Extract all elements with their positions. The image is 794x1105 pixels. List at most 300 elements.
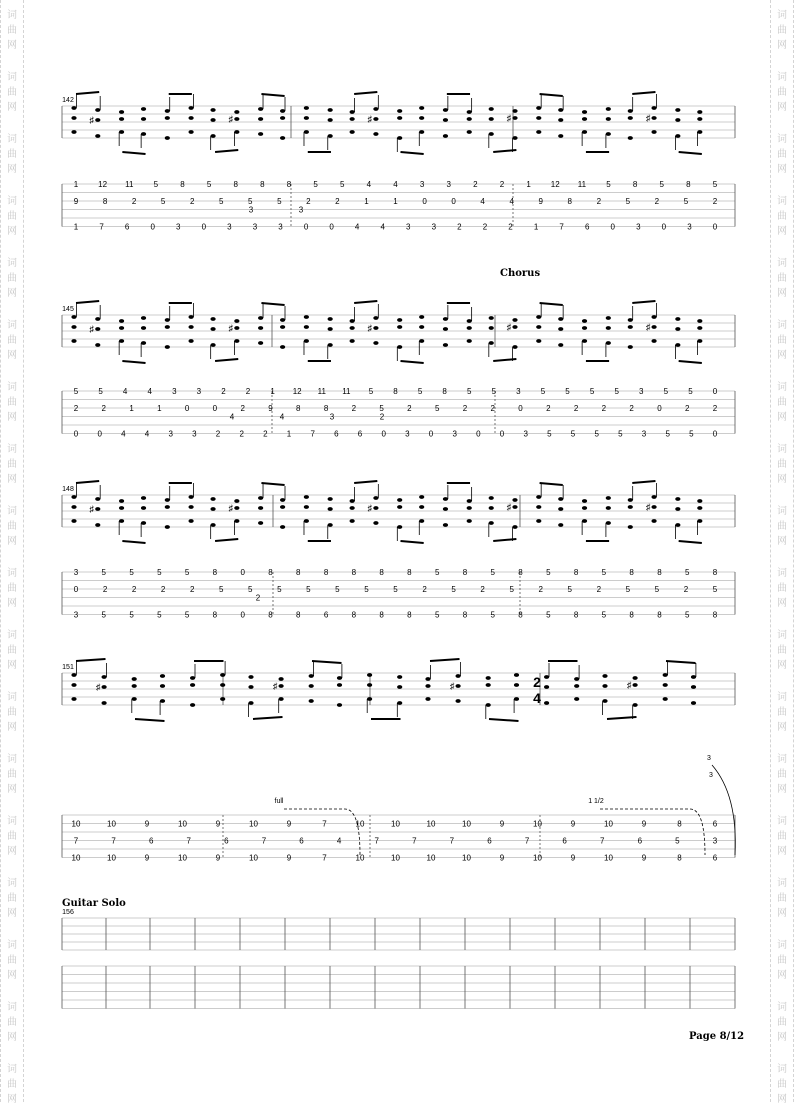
tab-fret-number: 8 — [286, 180, 292, 189]
watermark-char: 词 — [777, 816, 787, 827]
notehead — [328, 317, 333, 321]
tab-fret-number: 5 — [712, 585, 718, 594]
notehead — [258, 506, 263, 510]
tab-fret-number: 8 — [379, 568, 384, 577]
measure-number: 145 — [62, 306, 74, 313]
notehead — [304, 505, 309, 509]
notehead — [165, 498, 170, 502]
beam — [540, 483, 563, 485]
tab-fret-number: 10 — [533, 853, 542, 863]
notehead — [489, 316, 494, 320]
tab-fret-number: 1 — [73, 180, 79, 189]
notehead — [210, 497, 215, 501]
beam — [76, 92, 99, 94]
watermark-char: 网 — [7, 536, 17, 547]
notehead — [234, 130, 239, 134]
tab-fret-number: 5 — [688, 387, 693, 396]
tab-fret-number: 3 — [73, 568, 79, 577]
tab-fret-number: 4 — [380, 222, 385, 232]
notehead — [350, 499, 355, 503]
watermark-char: 网 — [7, 1032, 17, 1043]
tab-fret-number: 10 — [604, 853, 613, 863]
notehead — [467, 506, 472, 510]
notehead — [165, 505, 170, 509]
notehead — [582, 519, 587, 523]
watermark-char: 词 — [7, 568, 17, 579]
tab-fret-number: 5 — [379, 404, 384, 413]
tab-fret-number: 2 — [596, 197, 602, 206]
tab-fret-number: 5 — [625, 585, 631, 594]
tab-fret-number: 9 — [286, 853, 292, 863]
watermark-char: 网 — [777, 970, 787, 981]
notehead — [119, 326, 124, 330]
bend-label-full: full — [274, 798, 284, 805]
tab-fret-number: 3 — [431, 222, 437, 232]
notehead — [141, 117, 146, 121]
tab-fret-number: 5 — [689, 429, 694, 439]
watermark-char: 词 — [7, 10, 17, 21]
notehead — [582, 319, 587, 323]
notehead — [165, 109, 170, 113]
tab-fret-number: 8 — [296, 568, 301, 577]
notehead — [574, 697, 579, 701]
tab-fret-number: 10 — [462, 853, 471, 863]
tab-fret-number: 5 — [184, 568, 190, 577]
beam — [430, 659, 460, 661]
tab-fret-number: 5 — [601, 568, 607, 577]
notehead — [119, 339, 124, 343]
notehead — [628, 498, 633, 502]
notehead — [663, 673, 668, 677]
tab-fret-number: 5 — [368, 387, 374, 396]
tab-fret-number: 5 — [570, 429, 576, 439]
tab-fret-number: 10 — [71, 853, 81, 863]
beam — [122, 152, 145, 154]
measure-number: 156 — [62, 909, 74, 916]
tab-fret-number: 4 — [366, 180, 372, 189]
notehead — [633, 676, 638, 680]
notehead — [350, 130, 355, 134]
tab-fret-number: 5 — [219, 585, 224, 594]
system-1 — [62, 92, 735, 232]
notehead — [536, 339, 541, 343]
watermark-char: 曲 — [7, 149, 17, 160]
notehead — [258, 521, 263, 525]
watermark-char: 网 — [777, 474, 787, 485]
watermark-char: 曲 — [7, 1079, 17, 1090]
tab-fret-number: 2 — [508, 222, 513, 232]
watermark-char: 曲 — [777, 1017, 787, 1028]
notehead — [71, 116, 76, 120]
tab-fret-number: 7 — [524, 836, 530, 846]
notehead — [486, 703, 491, 707]
watermark-char: 词 — [777, 940, 787, 951]
sharp-sign: ♯ — [506, 113, 512, 123]
watermark-char: 网 — [777, 350, 787, 361]
tab-fret-number: 10 — [604, 819, 613, 829]
tab-fret-number: 8 — [233, 180, 238, 189]
notehead — [350, 319, 355, 323]
notehead — [651, 130, 656, 134]
section-label-chorus: Chorus — [500, 268, 541, 279]
page-number: Page 8/12 — [689, 1031, 745, 1042]
notehead — [210, 317, 215, 321]
watermark-char: 网 — [777, 226, 787, 237]
sharp-sign: ♯ — [367, 503, 373, 513]
notehead — [443, 134, 448, 138]
tab-fret-number: 6 — [334, 429, 339, 439]
tab-fret-number: 0 — [712, 429, 718, 439]
notehead — [467, 519, 472, 523]
tab-fret-number: 3 — [168, 429, 173, 439]
notehead — [279, 684, 284, 688]
tab-fret-number: 2 — [240, 404, 245, 413]
tab-fret-number: 2 — [654, 197, 660, 206]
notehead — [514, 697, 519, 701]
notehead — [456, 684, 461, 688]
notehead — [558, 118, 563, 122]
notehead — [102, 675, 107, 679]
tab-fret-number: 5 — [417, 387, 423, 396]
notehead — [373, 117, 378, 121]
notehead — [397, 701, 402, 705]
tab-fret-number: 5 — [73, 387, 79, 396]
notehead — [419, 315, 424, 319]
watermark-char: 词 — [7, 382, 17, 393]
notehead — [606, 107, 611, 111]
notehead — [337, 683, 342, 687]
tab-fret-number: 11 — [577, 180, 587, 189]
beam — [679, 152, 702, 154]
notehead — [425, 684, 430, 688]
notehead — [188, 495, 193, 499]
notehead — [279, 697, 284, 701]
sharp-sign: ♯ — [89, 324, 95, 334]
watermark-char: 曲 — [777, 87, 787, 98]
notehead — [71, 325, 76, 329]
notehead — [280, 325, 285, 329]
notehead — [489, 521, 494, 525]
notehead — [675, 343, 680, 347]
notehead — [328, 118, 333, 122]
watermark-char: 词 — [777, 630, 787, 641]
system-4 — [62, 659, 735, 863]
tab-fret-number: 4 — [509, 197, 514, 206]
notehead — [651, 519, 656, 523]
notehead — [651, 495, 656, 499]
notehead — [443, 507, 448, 511]
watermark-char: 网 — [777, 288, 787, 299]
beam — [401, 541, 424, 543]
notehead — [628, 318, 633, 322]
notehead — [190, 703, 195, 707]
notehead — [373, 341, 378, 345]
tab-fret-number: 1 — [286, 429, 292, 439]
notehead — [443, 108, 448, 112]
notehead — [165, 136, 170, 140]
watermark-char: 词 — [7, 196, 17, 207]
tab-fret-number: 8 — [296, 404, 301, 413]
tab-fret-number: 0 — [476, 429, 481, 439]
tab-fret-number: 6 — [712, 819, 718, 829]
tab-fret-number: 2 — [712, 197, 718, 206]
notehead — [574, 677, 579, 681]
watermark-char: 曲 — [7, 273, 17, 284]
watermark-char: 词 — [7, 816, 17, 827]
notehead — [514, 683, 519, 687]
tab-fret-number: 8 — [632, 180, 638, 189]
tab-fret-number: 8 — [351, 568, 357, 577]
notehead — [467, 130, 472, 134]
notehead — [373, 107, 378, 111]
notehead — [234, 110, 239, 114]
tab-fret-number: 2 — [255, 593, 261, 603]
notehead — [190, 676, 195, 680]
notehead — [443, 327, 448, 331]
tab-fret-number: 12 — [98, 180, 108, 189]
watermark-char: 词 — [777, 506, 787, 517]
notehead — [536, 495, 541, 499]
watermark-char: 曲 — [7, 397, 17, 408]
notehead — [419, 505, 424, 509]
notehead — [397, 136, 402, 140]
watermark-char: 词 — [7, 630, 17, 641]
tab-fret-number: 1 — [73, 222, 79, 232]
notehead — [633, 703, 638, 707]
notehead — [512, 116, 517, 120]
notehead — [132, 677, 137, 681]
notehead — [165, 318, 170, 322]
tab-fret-number: 9 — [268, 404, 273, 413]
notehead — [258, 326, 263, 330]
notehead — [489, 326, 494, 330]
notehead — [309, 684, 314, 688]
notehead — [119, 110, 124, 114]
notehead — [486, 683, 491, 687]
tab-fret-number: 5 — [540, 387, 546, 396]
beam — [215, 359, 238, 361]
watermark-char: 词 — [7, 134, 17, 145]
notehead — [675, 134, 680, 138]
tab-fret-number: 5 — [451, 585, 456, 594]
notehead — [514, 673, 519, 677]
watermark-char: 网 — [7, 164, 17, 175]
notehead — [367, 683, 372, 687]
sharp-sign: ♯ — [367, 323, 373, 333]
sharp-sign: ♯ — [367, 114, 373, 124]
notehead — [675, 317, 680, 321]
notehead — [373, 132, 378, 136]
tab-fret-number: 5 — [684, 610, 690, 620]
notehead — [663, 683, 668, 687]
watermark-char: 网 — [7, 846, 17, 857]
watermark-char: 曲 — [7, 893, 17, 904]
system-5 — [62, 909, 735, 1009]
watermark-char: 曲 — [7, 583, 17, 594]
tab-fret-number: 3 — [641, 429, 647, 439]
beam — [354, 92, 377, 94]
notehead — [697, 499, 702, 503]
bend-label-3b: 3 — [709, 772, 713, 779]
notehead — [697, 506, 702, 510]
tab-fret-number: 10 — [355, 853, 365, 863]
watermark-char: 网 — [7, 598, 17, 609]
beam — [261, 94, 284, 96]
notehead — [220, 683, 225, 687]
tab-fret-number: 3 — [73, 610, 79, 620]
notehead — [536, 106, 541, 110]
watermark-char: 网 — [777, 660, 787, 671]
tab-fret-number: 2 — [629, 404, 634, 413]
notehead — [456, 699, 461, 703]
notehead — [467, 339, 472, 343]
tab-fret-number: 5 — [594, 429, 599, 439]
tab-fret-number: 0 — [428, 429, 434, 439]
tab-fret-number: 2 — [596, 585, 602, 594]
tab-fret-number: 8 — [379, 610, 384, 620]
notehead — [675, 507, 680, 511]
tab-fret-number: 7 — [559, 222, 564, 232]
sharp-sign: ♯ — [645, 502, 651, 512]
notehead — [234, 326, 239, 330]
notehead — [397, 685, 402, 689]
tab-fret-number: 5 — [625, 197, 631, 206]
time-signature-bottom: 4 — [533, 690, 541, 706]
notehead — [675, 108, 680, 112]
notehead — [544, 685, 549, 689]
notehead — [574, 684, 579, 688]
tab-fret-number: 9 — [538, 197, 543, 206]
watermark-char: 网 — [777, 784, 787, 795]
notehead — [328, 507, 333, 511]
tab-fret-number: 5 — [393, 585, 398, 594]
notehead — [119, 499, 124, 503]
tab-fret-number: 0 — [661, 222, 667, 232]
watermark-char: 曲 — [777, 707, 787, 718]
notehead — [188, 519, 193, 523]
notehead — [467, 110, 472, 114]
notehead — [628, 325, 633, 329]
notehead — [467, 499, 472, 503]
tab-fret-number: 2 — [538, 585, 543, 594]
tab-fret-number: 10 — [426, 853, 436, 863]
notehead — [651, 505, 656, 509]
notehead — [95, 343, 100, 347]
tab-fret-number: 6 — [148, 836, 154, 846]
tab-fret-number: 7 — [412, 836, 417, 846]
tab-fret-number: 2 — [573, 404, 579, 413]
notehead — [280, 116, 285, 120]
notehead — [512, 109, 517, 113]
beam — [215, 150, 238, 152]
tab-fret-number: 8 — [260, 180, 265, 189]
notehead — [512, 136, 517, 140]
watermark-char: 曲 — [777, 893, 787, 904]
measure-number: 151 — [62, 664, 74, 671]
notehead — [328, 343, 333, 347]
tab-fret-number: 0 — [184, 404, 190, 413]
tab-fret-number: 6 — [584, 222, 590, 232]
beam — [215, 539, 238, 541]
watermark-char: 网 — [777, 40, 787, 51]
tab-fret-number: 3 — [405, 429, 410, 439]
notehead — [558, 343, 563, 347]
notehead — [697, 519, 702, 523]
notehead — [141, 341, 146, 345]
notehead — [582, 339, 587, 343]
notehead — [651, 315, 656, 319]
notehead — [606, 521, 611, 525]
notehead — [280, 109, 285, 113]
tab-fret-number: 10 — [426, 819, 436, 829]
tab-fret-number: 0 — [712, 387, 718, 396]
notehead — [71, 697, 76, 701]
notehead — [95, 134, 100, 138]
watermark-char: 词 — [777, 320, 787, 331]
tab-fret-number: 8 — [677, 819, 682, 829]
notehead — [309, 699, 314, 703]
tab-fret-number: 0 — [451, 197, 456, 206]
notehead — [258, 316, 263, 320]
tab-fret-number: 2 — [160, 585, 166, 594]
watermark-char: 网 — [777, 164, 787, 175]
tab-fret-number: 5 — [206, 180, 212, 189]
tab-fret-number: 0 — [73, 585, 79, 594]
tab-fret-number: 8 — [296, 610, 301, 620]
notehead — [165, 345, 170, 349]
notehead — [628, 116, 633, 120]
tab-fret-number: 6 — [637, 836, 643, 846]
notehead — [651, 325, 656, 329]
tab-fret-number: 5 — [434, 568, 440, 577]
tab-fret-number: 3 — [227, 222, 232, 232]
notehead — [486, 676, 491, 680]
watermark-char: 网 — [7, 474, 17, 485]
watermark-char: 曲 — [7, 707, 17, 718]
beam — [261, 483, 284, 485]
tab-fret-number: 3 — [639, 387, 644, 396]
watermark-char: 词 — [7, 444, 17, 455]
tab-fret-number: 2 — [480, 585, 485, 594]
notehead — [350, 506, 355, 510]
tab-fret-number: 0 — [712, 222, 718, 232]
tab-fret-number: 5 — [490, 568, 495, 577]
notehead — [419, 339, 424, 343]
sharp-sign: ♯ — [228, 323, 234, 333]
tab-fret-number: 10 — [178, 853, 187, 863]
watermark-char: 曲 — [777, 1079, 787, 1090]
notehead — [119, 130, 124, 134]
time-signature-top: 2 — [533, 674, 541, 690]
watermark-char: 曲 — [7, 521, 17, 532]
tab-fret-number: 5 — [663, 387, 669, 396]
notehead — [489, 132, 494, 136]
tab-fret-number: 9 — [215, 853, 221, 863]
notehead — [419, 495, 424, 499]
tab-fret-number: 0 — [201, 222, 207, 232]
tab-fret-number: 3 — [192, 429, 197, 439]
watermark-char: 网 — [777, 102, 787, 113]
notehead — [397, 525, 402, 529]
tab-fret-number: 3 — [446, 180, 451, 189]
tab-fret-number: 5 — [306, 585, 311, 594]
tab-fret-number: 2 — [131, 585, 137, 594]
watermark-char: 词 — [777, 134, 787, 145]
tab-fret-number: 8 — [212, 610, 218, 620]
tab-fret-number: 2 — [499, 180, 505, 189]
watermark-char: 曲 — [777, 955, 787, 966]
tab-fret-number: 6 — [562, 836, 567, 846]
